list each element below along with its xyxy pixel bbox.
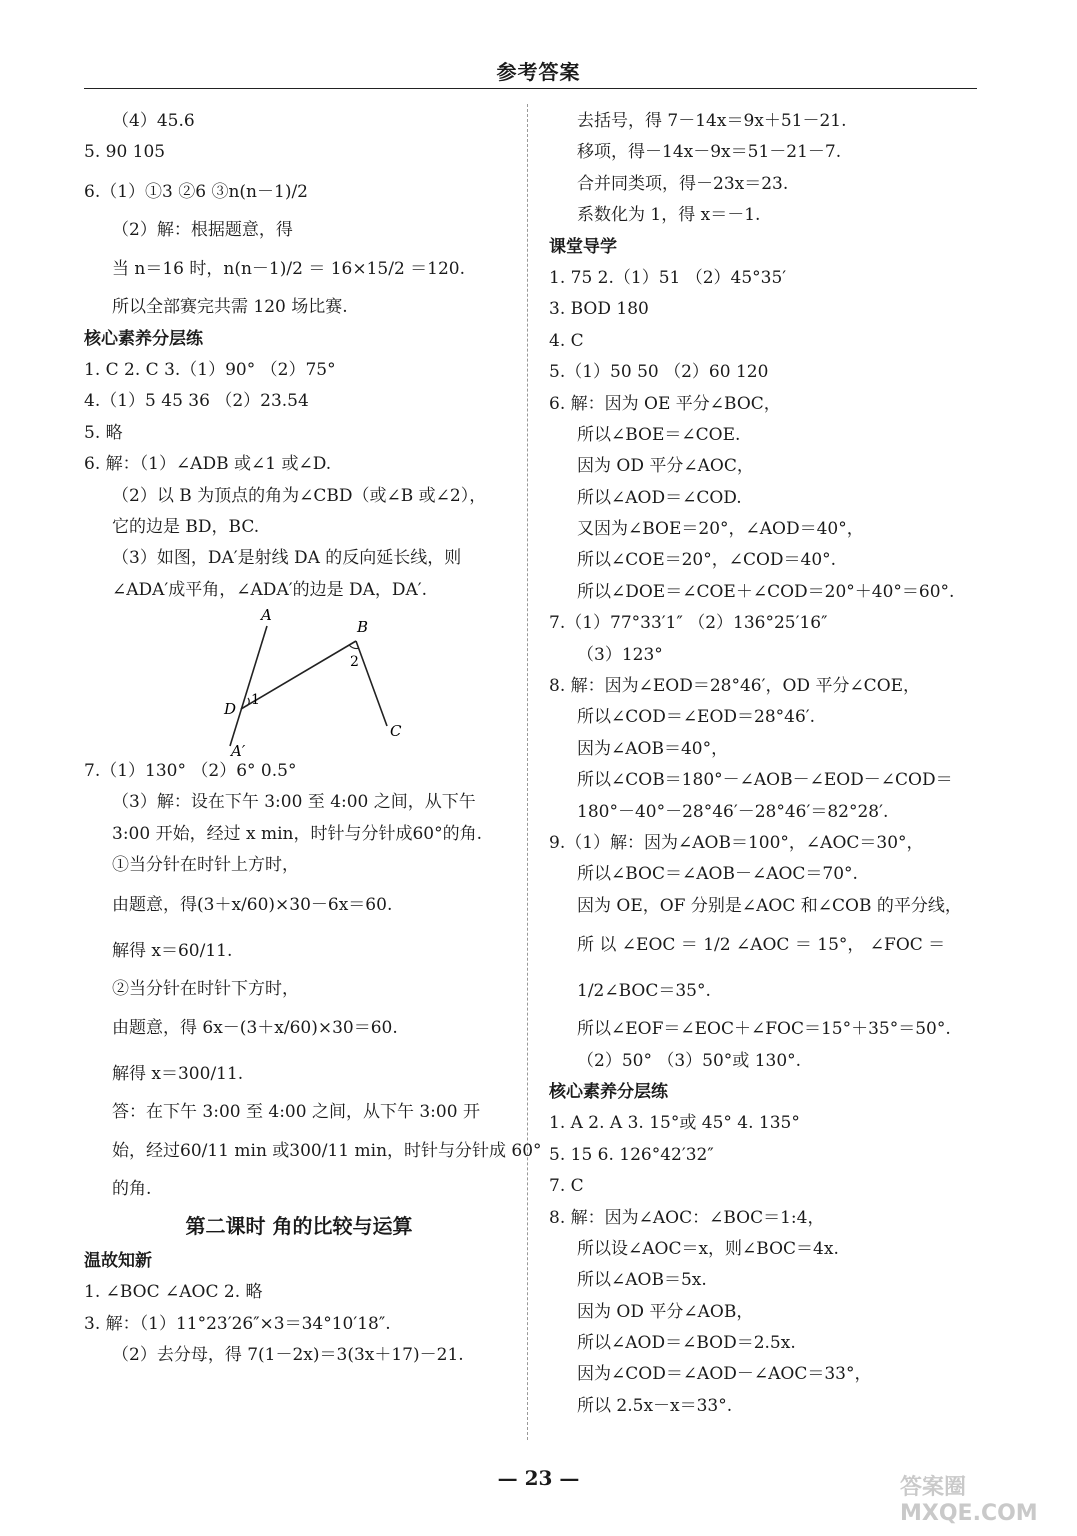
answer-line: 所以∠COD＝∠EOD＝28°46′. xyxy=(577,707,816,728)
header-rule xyxy=(84,88,977,89)
answer-line: 3:00 开始，经过 x min，时针与分针成60°的角. xyxy=(112,823,483,844)
watermark-logo: 答案圈 MXQE.COM xyxy=(900,1475,1038,1526)
answer-line: ①当分针在时针上方时， xyxy=(112,855,299,876)
answer-line: 所以∠AOD＝∠BOD＝2.5x. xyxy=(577,1333,796,1354)
answer-line: 所以∠COE＝20°，∠COD＝40°. xyxy=(577,550,837,571)
section-title: 课堂导学 xyxy=(549,236,617,257)
angle-diagram xyxy=(214,606,414,756)
answer-line: 去括号，得 7－14x＝9x＋51－21. xyxy=(577,111,847,131)
answer-line: 1. A 2. A 3. 15°或 45° 4. 135° xyxy=(549,1113,800,1134)
answer-line: 移项，得－14x－9x＝51－21－7. xyxy=(577,142,842,163)
answer-line: 所以∠EOF＝∠EOC＋∠FOC＝15°＋35°＝50°. xyxy=(577,1019,951,1040)
answer-line: 又因为∠BOE＝20°，∠AOD＝40°， xyxy=(577,519,864,540)
answer-line: 因为 OD 平分∠AOC， xyxy=(577,456,754,477)
section-title: 核心素养分层练 xyxy=(549,1081,668,1102)
answer-line: 所以∠BOC＝∠AOB－∠AOC＝70°. xyxy=(577,864,858,885)
answer-line: （2）解：根据题意，得 xyxy=(112,219,293,240)
column-divider xyxy=(527,104,528,1440)
answer-line: 它的边是 BD，BC. xyxy=(112,516,260,537)
answer-line: 所以 2.5x－x＝33°. xyxy=(577,1395,733,1416)
answer-line: 7.（1）130° （2）6° 0.5° xyxy=(84,761,297,782)
answer-line: 答：在下午 3:00 至 4:00 之间，从下午 3:00 开 xyxy=(112,1102,480,1123)
answer-line: 所 以 ∠EOC ＝ 1/2 ∠AOC ＝ 15°， ∠FOC ＝ xyxy=(577,935,946,956)
answer-line: 1. ∠BOC ∠AOC 2. 略 xyxy=(84,1282,263,1303)
section-title: 核心素养分层练 xyxy=(84,328,203,349)
label-A: A xyxy=(261,606,272,625)
answer-line: 7.（1）77°33′1″ （2）136°25′16″ xyxy=(549,613,828,634)
answer-line: 因为∠COD＝∠AOD－∠AOC＝33°， xyxy=(577,1364,872,1385)
answer-line: 1/2∠BOC＝35°. xyxy=(577,981,711,1002)
answer-line: 始，经过60/11 min 或300/11 min，时针与分针成 60° xyxy=(112,1141,542,1162)
answer-line: 6. 解：因为 OE 平分∠BOC， xyxy=(549,393,781,414)
answer-line: 3. BOD 180 xyxy=(549,299,649,320)
answer-line: 6.（1）①3 ②6 ③n(n－1)/2 xyxy=(84,181,308,202)
answer-line: 合并同类项，得－23x＝23. xyxy=(577,173,789,194)
answer-line: 所以设∠AOC＝x，则∠BOC＝4x. xyxy=(577,1238,839,1259)
answer-line: （2）以 B 为顶点的角为∠CBD（或∠B 或∠2）， xyxy=(112,485,487,506)
answer-line: 3. 解：（1）11°23′26″×3＝34°10′18″. xyxy=(84,1313,391,1334)
label-A-prime: A′ xyxy=(231,742,246,757)
answer-line: 8. 解：因为∠AOC：∠BOC＝1:4， xyxy=(549,1207,825,1228)
answer-line: 因为∠AOB＝40°， xyxy=(577,738,729,759)
right-column xyxy=(549,106,979,1422)
answer-line: 1. 75 2.（1）51 （2）45°35′ xyxy=(549,267,787,288)
answer-line: （4）45.6 xyxy=(112,111,195,131)
answer-line: 系数化为 1，得 x＝－1. xyxy=(577,205,761,226)
answer-line: 8. 解：因为∠EOD＝28°46′，OD 平分∠COE， xyxy=(549,676,921,697)
answer-line: 所以∠AOD＝∠COD. xyxy=(577,487,742,508)
answer-line: ②当分针在时针下方时， xyxy=(112,978,299,999)
answer-line: 当 n＝16 时，n(n－1)/2 ＝ 16×15/2 ＝120. xyxy=(112,259,466,280)
label-D: D xyxy=(224,700,237,719)
answer-line: （2）去分母，得 7(1－2x)＝3(3x＋17)－21. xyxy=(112,1344,464,1365)
answer-line: 7. C xyxy=(549,1176,584,1197)
answer-line: 4. C xyxy=(549,330,584,351)
left-column xyxy=(84,106,542,1371)
answer-line: （3）如图，DA′是射线 DA 的反向延长线，则 xyxy=(112,548,462,569)
answer-line: 解得 x＝60/11. xyxy=(112,940,233,961)
answer-line: 的角. xyxy=(112,1179,152,1200)
answer-line: 因为 OE，OF 分别是∠AOC 和∠COB 的平分线， xyxy=(577,895,962,916)
answer-line: 因为 OD 平分∠AOB， xyxy=(577,1301,754,1322)
answer-line: （2）50° （3）50°或 130°. xyxy=(577,1050,802,1071)
label-angle-2: 2 xyxy=(350,654,359,671)
answer-line: 所以∠AOB＝5x. xyxy=(577,1270,707,1291)
label-C: C xyxy=(390,722,402,741)
answer-line: （3）123° xyxy=(577,644,663,665)
answer-line: 1. C 2. C 3.（1）90° （2）75° xyxy=(84,359,336,380)
section-title: 温故知新 xyxy=(84,1250,152,1271)
answer-line: 由题意，得 6x－(3＋x/60)×30＝60. xyxy=(112,1018,398,1039)
answer-line: 180°－40°－28°46′－28°46′＝82°28′. xyxy=(577,801,889,822)
lesson-title: 第二课时 角的比较与运算 xyxy=(185,1213,413,1238)
page-header: 参考答案 xyxy=(496,60,581,84)
page-number: — 23 — xyxy=(497,1466,580,1490)
answer-line: ∠ADA′成平角，∠ADA′的边是 DA，DA′. xyxy=(112,579,428,600)
answer-line: 所以∠COB＝180°－∠AOB－∠EOD－∠COD＝ xyxy=(577,770,953,791)
answer-line: 由题意，得(3＋x/60)×30－6x＝60. xyxy=(112,894,393,915)
answer-line: 4.（1）5 45 36 （2）23.54 xyxy=(84,391,309,412)
label-B: B xyxy=(357,618,369,637)
answer-line: （3）解：设在下午 3:00 至 4:00 之间，从下午 xyxy=(112,792,476,813)
answer-line: 5. 略 xyxy=(84,422,123,443)
answer-line: 所以全部赛完共需 120 场比赛. xyxy=(112,297,348,318)
answer-line: 5. 15 6. 126°42′32″ xyxy=(549,1144,714,1165)
answer-line: 6. 解：（1）∠ADB 或∠1 或∠D. xyxy=(84,454,332,475)
angle-figure xyxy=(84,606,514,756)
answer-line: 5. 90 105 xyxy=(84,142,166,163)
answer-line: 所以∠BOE＝∠COE. xyxy=(577,424,741,445)
answer-line: 解得 x＝300/11. xyxy=(112,1064,244,1085)
label-angle-1: 1 xyxy=(251,692,260,709)
answer-line: 5.（1）50 50 （2）60 120 xyxy=(549,362,769,383)
answer-line: 所以∠DOE＝∠COE＋∠COD＝20°＋40°＝60°. xyxy=(577,581,955,602)
answer-line: 9.（1）解：因为∠AOB＝100°，∠AOC＝30°， xyxy=(549,832,924,853)
